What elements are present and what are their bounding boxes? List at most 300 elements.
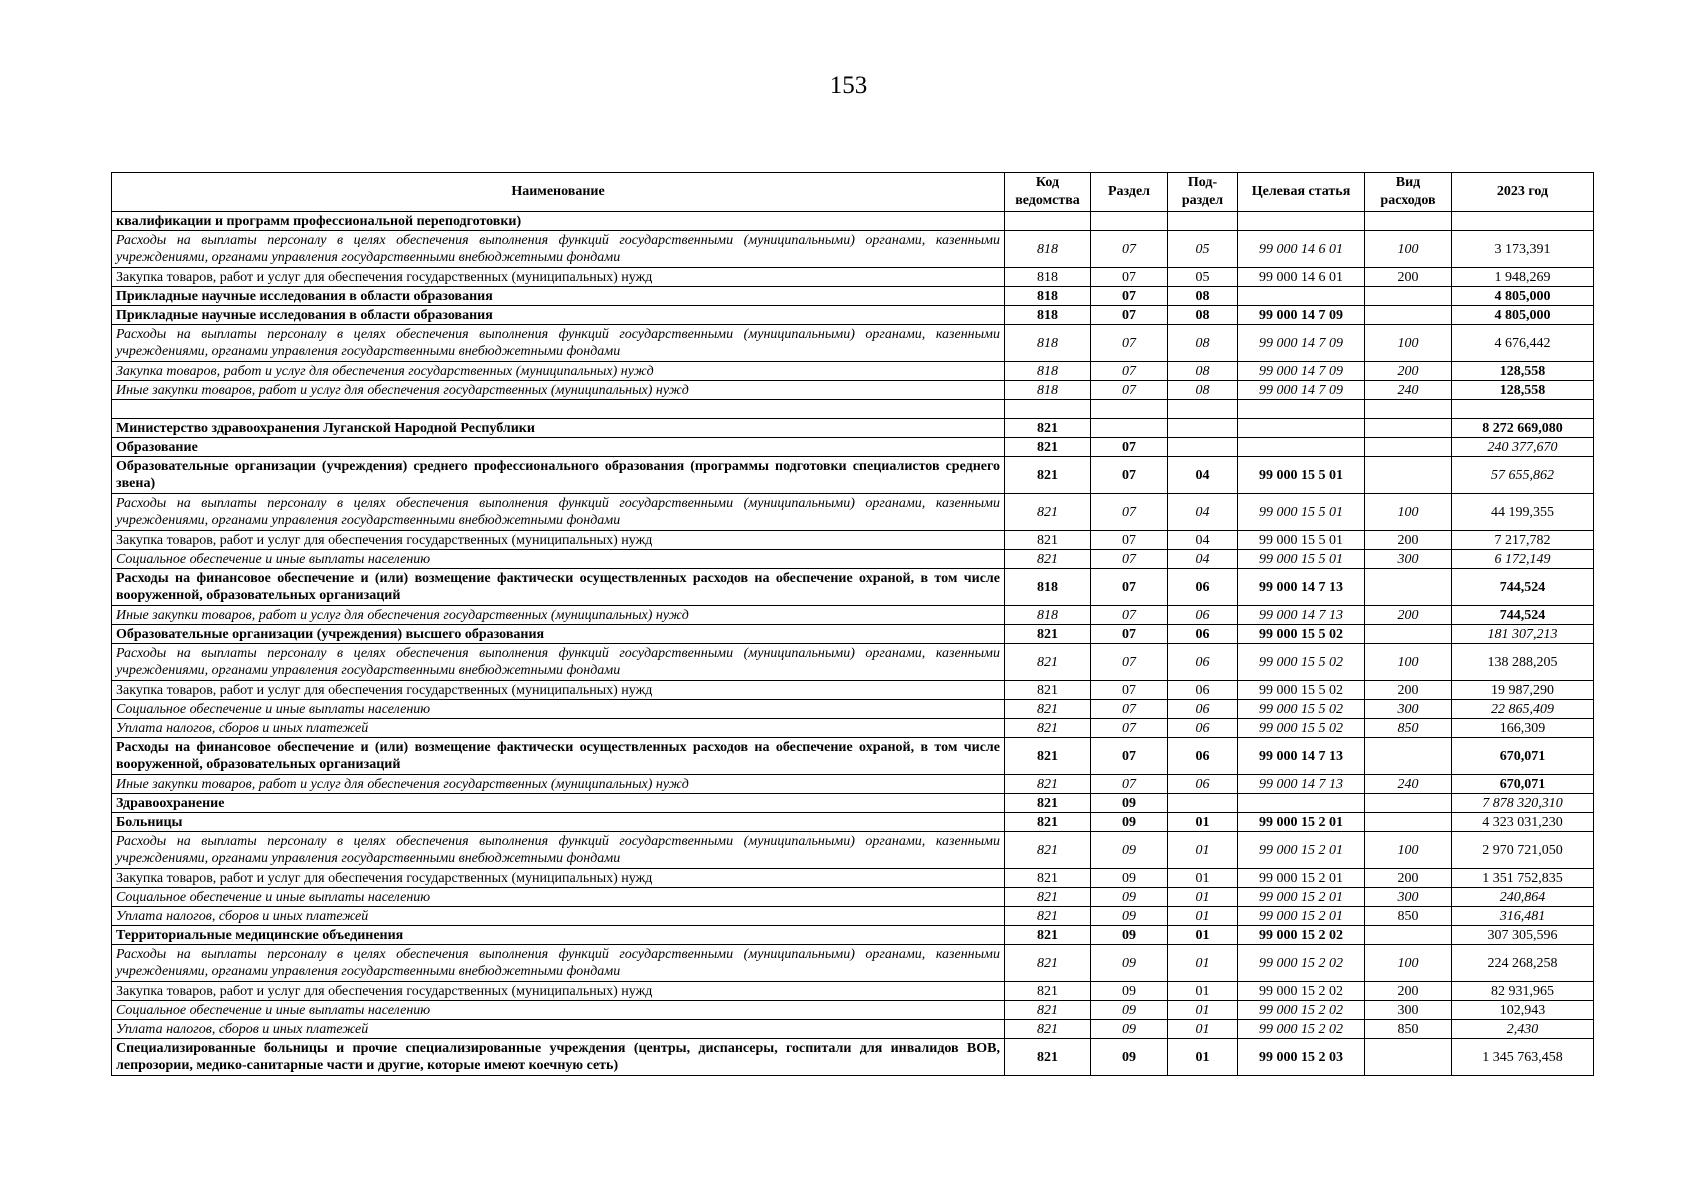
- row-type: [1365, 738, 1452, 775]
- row-subsection: 01: [1168, 1001, 1238, 1020]
- row-target: 99 000 14 7 13: [1238, 606, 1365, 625]
- row-subsection: 01: [1168, 945, 1238, 982]
- page-number: 153: [829, 72, 868, 99]
- row-section: [1091, 212, 1168, 231]
- row-amount: 44 199,355: [1452, 494, 1594, 531]
- row-target: [1238, 419, 1365, 438]
- row-section: 07: [1091, 231, 1168, 268]
- row-section: 09: [1091, 945, 1168, 982]
- row-subsection: 08: [1168, 325, 1238, 362]
- row-section: 07: [1091, 681, 1168, 700]
- table-row: [112, 438, 1594, 457]
- row-subsection: 04: [1168, 550, 1238, 569]
- table-row: [112, 926, 1594, 945]
- row-amount: 240 377,670: [1452, 438, 1594, 457]
- table-row: [112, 231, 1594, 268]
- row-subsection: [1168, 400, 1238, 419]
- header-section: Раздел: [1091, 173, 1168, 212]
- row-code: [1005, 212, 1091, 231]
- row-code: 821: [1005, 550, 1091, 569]
- row-name: Расходы на финансовое обеспечение и (или) возмещение фактически осуществленных расходов на обеспечение охраной, в том числе вооруженной, образовательных организаций: [112, 569, 1005, 606]
- row-name: Иные закупки товаров, работ и услуг для обеспечения государственных (муниципальных) нужд: [112, 606, 1005, 625]
- row-subsection: [1168, 212, 1238, 231]
- row-target: [1238, 438, 1365, 457]
- row-section: 07: [1091, 738, 1168, 775]
- row-code: 821: [1005, 888, 1091, 907]
- row-target: [1238, 400, 1365, 419]
- row-subsection: 01: [1168, 869, 1238, 888]
- row-code: 821: [1005, 945, 1091, 982]
- row-amount: 744,524: [1452, 569, 1594, 606]
- row-type: [1365, 212, 1452, 231]
- row-subsection: 01: [1168, 1020, 1238, 1039]
- row-name: Социальное обеспечение и иные выплаты населению: [112, 550, 1005, 569]
- header-target: Целевая статья: [1238, 173, 1365, 212]
- row-name: Расходы на выплаты персоналу в целях обеспечения выполнения функций государственными (муниципальными) органами, казенными учреждениями, органами управления государственными внебюджетными фондами: [112, 494, 1005, 531]
- row-type: 100: [1365, 325, 1452, 362]
- row-amount: 4 676,442: [1452, 325, 1594, 362]
- row-section: 07: [1091, 268, 1168, 287]
- row-type: 100: [1365, 945, 1452, 982]
- table-row: [112, 813, 1594, 832]
- row-name: Закупка товаров, работ и услуг для обеспечения государственных (муниципальных) нужд: [112, 869, 1005, 888]
- row-section: 07: [1091, 325, 1168, 362]
- row-target: 99 000 14 6 01: [1238, 231, 1365, 268]
- row-target: 99 000 15 2 01: [1238, 813, 1365, 832]
- row-code: 821: [1005, 1001, 1091, 1020]
- row-subsection: 08: [1168, 306, 1238, 325]
- table-row: [112, 381, 1594, 400]
- row-code: 818: [1005, 569, 1091, 606]
- row-subsection: 01: [1168, 888, 1238, 907]
- row-amount: 670,071: [1452, 775, 1594, 794]
- header-year: 2023 год: [1452, 173, 1594, 212]
- row-code: 818: [1005, 362, 1091, 381]
- row-name: Образовательные организации (учреждения) высшего образования: [112, 625, 1005, 644]
- row-amount: [1452, 400, 1594, 419]
- row-type: [1365, 625, 1452, 644]
- row-amount: 744,524: [1452, 606, 1594, 625]
- row-target: [1238, 287, 1365, 306]
- row-subsection: 06: [1168, 681, 1238, 700]
- row-subsection: 06: [1168, 719, 1238, 738]
- row-target: 99 000 14 7 13: [1238, 738, 1365, 775]
- row-name: Расходы на выплаты персоналу в целях обеспечения выполнения функций государственными (муниципальными) органами, казенными учреждениями, органами управления государственными внебюджетными фондами: [112, 945, 1005, 982]
- row-target: 99 000 15 2 02: [1238, 926, 1365, 945]
- row-target: 99 000 15 5 01: [1238, 494, 1365, 531]
- row-code: 821: [1005, 681, 1091, 700]
- row-name: Образовательные организации (учреждения) среднего профессионального образования (программы подготовки специалистов среднего звена): [112, 457, 1005, 494]
- row-amount: 82 931,965: [1452, 982, 1594, 1001]
- row-section: 09: [1091, 888, 1168, 907]
- table-row: [112, 550, 1594, 569]
- budget-table: [111, 172, 1594, 1076]
- row-code: 821: [1005, 494, 1091, 531]
- row-subsection: 06: [1168, 569, 1238, 606]
- table-row: [112, 681, 1594, 700]
- row-subsection: [1168, 438, 1238, 457]
- row-name: Закупка товаров, работ и услуг для обеспечения государственных (муниципальных) нужд: [112, 531, 1005, 550]
- table-row: [112, 419, 1594, 438]
- table-row: [112, 606, 1594, 625]
- row-code: 821: [1005, 419, 1091, 438]
- row-amount: 19 987,290: [1452, 681, 1594, 700]
- row-code: 818: [1005, 231, 1091, 268]
- table-row: [112, 945, 1594, 982]
- row-type: 850: [1365, 1020, 1452, 1039]
- row-subsection: 01: [1168, 926, 1238, 945]
- header-row: [112, 173, 1594, 212]
- table-row: [112, 869, 1594, 888]
- row-code: 821: [1005, 438, 1091, 457]
- row-amount: 128,558: [1452, 362, 1594, 381]
- row-target: 99 000 14 7 13: [1238, 569, 1365, 606]
- row-amount: 670,071: [1452, 738, 1594, 775]
- row-section: 07: [1091, 381, 1168, 400]
- row-amount: 307 305,596: [1452, 926, 1594, 945]
- row-section: 09: [1091, 907, 1168, 926]
- row-section: 07: [1091, 719, 1168, 738]
- table-row: [112, 494, 1594, 531]
- table-body: [112, 212, 1594, 1076]
- row-name: Расходы на выплаты персоналу в целях обеспечения выполнения функций государственными (муниципальными) органами, казенными учреждениями, органами управления государственными внебюджетными фондами: [112, 231, 1005, 268]
- row-type: [1365, 569, 1452, 606]
- row-code: 821: [1005, 700, 1091, 719]
- header-subsection: Под-раздел: [1168, 173, 1238, 212]
- table-row: [112, 287, 1594, 306]
- header-type: Вид расходов: [1365, 173, 1452, 212]
- table-row: [112, 794, 1594, 813]
- row-subsection: 01: [1168, 813, 1238, 832]
- row-target: 99 000 15 2 03: [1238, 1039, 1365, 1076]
- row-code: 821: [1005, 1020, 1091, 1039]
- row-target: 99 000 14 7 13: [1238, 775, 1365, 794]
- row-type: [1365, 287, 1452, 306]
- row-section: 07: [1091, 606, 1168, 625]
- row-type: 200: [1365, 869, 1452, 888]
- row-target: 99 000 14 6 01: [1238, 268, 1365, 287]
- row-target: 99 000 15 2 02: [1238, 945, 1365, 982]
- row-target: 99 000 15 5 02: [1238, 625, 1365, 644]
- row-amount: 166,309: [1452, 719, 1594, 738]
- table-row: [112, 832, 1594, 869]
- row-section: 07: [1091, 362, 1168, 381]
- row-subsection: 05: [1168, 231, 1238, 268]
- row-type: 200: [1365, 362, 1452, 381]
- row-target: 99 000 15 2 02: [1238, 1020, 1365, 1039]
- row-type: [1365, 1039, 1452, 1076]
- table-row: [112, 719, 1594, 738]
- row-name: Министерство здравоохранения Луганской Народной Республики: [112, 419, 1005, 438]
- table-row: [112, 400, 1594, 419]
- row-subsection: 04: [1168, 494, 1238, 531]
- row-target: 99 000 15 2 01: [1238, 888, 1365, 907]
- row-section: 07: [1091, 494, 1168, 531]
- table-row: [112, 888, 1594, 907]
- row-type: 300: [1365, 888, 1452, 907]
- table-row: [112, 362, 1594, 381]
- row-target: 99 000 15 5 02: [1238, 700, 1365, 719]
- row-type: 200: [1365, 681, 1452, 700]
- row-amount: 2,430: [1452, 1020, 1594, 1039]
- row-subsection: 04: [1168, 531, 1238, 550]
- row-type: 850: [1365, 907, 1452, 926]
- row-type: 100: [1365, 644, 1452, 681]
- row-code: [1005, 400, 1091, 419]
- table-row: [112, 644, 1594, 681]
- row-amount: 224 268,258: [1452, 945, 1594, 982]
- row-target: 99 000 15 5 02: [1238, 681, 1365, 700]
- row-section: 09: [1091, 1020, 1168, 1039]
- row-type: 200: [1365, 531, 1452, 550]
- row-target: 99 000 14 7 09: [1238, 381, 1365, 400]
- row-target: 99 000 15 5 02: [1238, 644, 1365, 681]
- table-row: [112, 306, 1594, 325]
- row-name: Социальное обеспечение и иные выплаты населению: [112, 888, 1005, 907]
- row-name: Больницы: [112, 813, 1005, 832]
- row-amount: 1 345 763,458: [1452, 1039, 1594, 1076]
- table-row: [112, 457, 1594, 494]
- table-header: [112, 173, 1594, 212]
- row-type: 100: [1365, 494, 1452, 531]
- row-target: [1238, 212, 1365, 231]
- row-amount: 1 948,269: [1452, 268, 1594, 287]
- row-amount: 240,864: [1452, 888, 1594, 907]
- row-amount: 181 307,213: [1452, 625, 1594, 644]
- row-section: 09: [1091, 794, 1168, 813]
- table-row: [112, 1001, 1594, 1020]
- table-row: [112, 700, 1594, 719]
- row-amount: 4 805,000: [1452, 287, 1594, 306]
- row-type: 200: [1365, 268, 1452, 287]
- row-section: 09: [1091, 982, 1168, 1001]
- row-subsection: 06: [1168, 700, 1238, 719]
- table-row: [112, 738, 1594, 775]
- row-name: Прикладные научные исследования в области образования: [112, 306, 1005, 325]
- row-section: 07: [1091, 644, 1168, 681]
- row-type: 100: [1365, 832, 1452, 869]
- row-code: 821: [1005, 794, 1091, 813]
- row-target: 99 000 15 5 01: [1238, 457, 1365, 494]
- table-row: [112, 625, 1594, 644]
- row-target: 99 000 15 2 01: [1238, 907, 1365, 926]
- row-name: Расходы на финансовое обеспечение и (или) возмещение фактически осуществленных расходов на обеспечение охраной, в том числе вооруженной, образовательных организаций: [112, 738, 1005, 775]
- row-amount: 8 272 669,080: [1452, 419, 1594, 438]
- row-subsection: 01: [1168, 1039, 1238, 1076]
- table-row: [112, 1020, 1594, 1039]
- row-type: 100: [1365, 231, 1452, 268]
- row-subsection: 01: [1168, 832, 1238, 869]
- row-subsection: [1168, 794, 1238, 813]
- row-type: 240: [1365, 381, 1452, 400]
- row-target: 99 000 15 5 01: [1238, 550, 1365, 569]
- row-name: Иные закупки товаров, работ и услуг для обеспечения государственных (муниципальных) нужд: [112, 381, 1005, 400]
- row-section: [1091, 419, 1168, 438]
- row-code: 821: [1005, 719, 1091, 738]
- row-name: Специализированные больницы и прочие специализированные учреждения (центры, диспансеры, госпитали для инвалидов ВОВ, лепрозории, медико-санитарные части и другие, которые имеют коечную сеть): [112, 1039, 1005, 1076]
- row-amount: 57 655,862: [1452, 457, 1594, 494]
- row-code: 818: [1005, 325, 1091, 362]
- header-code: Код ведомства: [1005, 173, 1091, 212]
- row-type: [1365, 926, 1452, 945]
- row-section: 07: [1091, 625, 1168, 644]
- row-code: 821: [1005, 813, 1091, 832]
- row-code: 821: [1005, 775, 1091, 794]
- row-code: 818: [1005, 381, 1091, 400]
- row-name: Закупка товаров, работ и услуг для обеспечения государственных (муниципальных) нужд: [112, 362, 1005, 381]
- row-section: 09: [1091, 926, 1168, 945]
- row-section: 07: [1091, 700, 1168, 719]
- row-section: 09: [1091, 813, 1168, 832]
- row-subsection: 06: [1168, 625, 1238, 644]
- row-subsection: 08: [1168, 362, 1238, 381]
- table-row: [112, 325, 1594, 362]
- row-code: 821: [1005, 869, 1091, 888]
- row-name: [112, 400, 1005, 419]
- row-name: Уплата налогов, сборов и иных платежей: [112, 907, 1005, 926]
- row-section: 09: [1091, 1039, 1168, 1076]
- row-code: 821: [1005, 1039, 1091, 1076]
- row-amount: 2 970 721,050: [1452, 832, 1594, 869]
- row-amount: 4 323 031,230: [1452, 813, 1594, 832]
- row-target: 99 000 15 2 01: [1238, 869, 1365, 888]
- row-section: 09: [1091, 832, 1168, 869]
- row-target: 99 000 15 2 01: [1238, 832, 1365, 869]
- row-amount: 7 217,782: [1452, 531, 1594, 550]
- row-name: Прикладные научные исследования в области образования: [112, 287, 1005, 306]
- row-amount: 7 878 320,310: [1452, 794, 1594, 813]
- row-subsection: [1168, 419, 1238, 438]
- row-subsection: 05: [1168, 268, 1238, 287]
- row-section: 07: [1091, 287, 1168, 306]
- row-target: 99 000 15 5 01: [1238, 531, 1365, 550]
- row-amount: 1 351 752,835: [1452, 869, 1594, 888]
- table-row: [112, 268, 1594, 287]
- row-type: [1365, 813, 1452, 832]
- row-amount: 22 865,409: [1452, 700, 1594, 719]
- row-code: 821: [1005, 457, 1091, 494]
- row-type: 200: [1365, 982, 1452, 1001]
- row-code: 818: [1005, 606, 1091, 625]
- row-name: Иные закупки товаров, работ и услуг для обеспечения государственных (муниципальных) нужд: [112, 775, 1005, 794]
- row-name: Закупка товаров, работ и услуг для обеспечения государственных (муниципальных) нужд: [112, 681, 1005, 700]
- row-name: Закупка товаров, работ и услуг для обеспечения государственных (муниципальных) нужд: [112, 268, 1005, 287]
- table-row: [112, 1039, 1594, 1076]
- row-subsection: 08: [1168, 381, 1238, 400]
- row-name: квалификации и программ профессиональной переподготовки): [112, 212, 1005, 231]
- row-amount: 316,481: [1452, 907, 1594, 926]
- row-code: 818: [1005, 268, 1091, 287]
- row-type: 200: [1365, 606, 1452, 625]
- row-subsection: 04: [1168, 457, 1238, 494]
- row-type: 300: [1365, 700, 1452, 719]
- row-subsection: 06: [1168, 775, 1238, 794]
- row-amount: [1452, 212, 1594, 231]
- row-subsection: 06: [1168, 738, 1238, 775]
- row-target: [1238, 794, 1365, 813]
- row-amount: 138 288,205: [1452, 644, 1594, 681]
- table-row: [112, 569, 1594, 606]
- row-code: 818: [1005, 306, 1091, 325]
- row-type: 300: [1365, 550, 1452, 569]
- row-amount: 102,943: [1452, 1001, 1594, 1020]
- row-subsection: 01: [1168, 907, 1238, 926]
- row-name: Расходы на выплаты персоналу в целях обеспечения выполнения функций государственными (муниципальными) органами, казенными учреждениями, органами управления государственными внебюджетными фондами: [112, 325, 1005, 362]
- row-target: 99 000 14 7 09: [1238, 325, 1365, 362]
- row-section: 07: [1091, 457, 1168, 494]
- row-name: Социальное обеспечение и иные выплаты населению: [112, 1001, 1005, 1020]
- row-code: 821: [1005, 644, 1091, 681]
- row-code: 821: [1005, 832, 1091, 869]
- row-code: 818: [1005, 287, 1091, 306]
- row-section: [1091, 400, 1168, 419]
- row-name: Здравоохранение: [112, 794, 1005, 813]
- row-type: [1365, 457, 1452, 494]
- row-name: Уплата налогов, сборов и иных платежей: [112, 719, 1005, 738]
- row-target: 99 000 14 7 09: [1238, 362, 1365, 381]
- row-target: 99 000 15 2 02: [1238, 982, 1365, 1001]
- row-code: 821: [1005, 982, 1091, 1001]
- row-name: Уплата налогов, сборов и иных платежей: [112, 1020, 1005, 1039]
- row-code: 821: [1005, 531, 1091, 550]
- row-name: Расходы на выплаты персоналу в целях обеспечения выполнения функций государственными (муниципальными) органами, казенными учреждениями, органами управления государственными внебюджетными фондами: [112, 832, 1005, 869]
- row-type: [1365, 438, 1452, 457]
- row-name: Социальное обеспечение и иные выплаты населению: [112, 700, 1005, 719]
- row-subsection: 06: [1168, 606, 1238, 625]
- row-code: 821: [1005, 926, 1091, 945]
- row-section: 07: [1091, 438, 1168, 457]
- row-name: Образование: [112, 438, 1005, 457]
- row-section: 09: [1091, 1001, 1168, 1020]
- row-type: 850: [1365, 719, 1452, 738]
- row-amount: 6 172,149: [1452, 550, 1594, 569]
- row-section: 07: [1091, 550, 1168, 569]
- row-section: 07: [1091, 306, 1168, 325]
- row-target: 99 000 15 2 02: [1238, 1001, 1365, 1020]
- row-amount: 4 805,000: [1452, 306, 1594, 325]
- row-section: 09: [1091, 869, 1168, 888]
- table-row: [112, 212, 1594, 231]
- row-code: 821: [1005, 625, 1091, 644]
- row-target: 99 000 14 7 09: [1238, 306, 1365, 325]
- row-target: 99 000 15 5 02: [1238, 719, 1365, 738]
- row-name: Расходы на выплаты персоналу в целях обеспечения выполнения функций государственными (муниципальными) органами, казенными учреждениями, органами управления государственными внебюджетными фондами: [112, 644, 1005, 681]
- row-subsection: 06: [1168, 644, 1238, 681]
- row-type: [1365, 306, 1452, 325]
- row-code: 821: [1005, 738, 1091, 775]
- row-section: 07: [1091, 569, 1168, 606]
- header-name: Наименование: [112, 173, 1005, 212]
- table-row: [112, 982, 1594, 1001]
- row-section: 07: [1091, 775, 1168, 794]
- row-amount: 3 173,391: [1452, 231, 1594, 268]
- row-type: 300: [1365, 1001, 1452, 1020]
- row-name: Закупка товаров, работ и услуг для обеспечения государственных (муниципальных) нужд: [112, 982, 1005, 1001]
- row-type: 240: [1365, 775, 1452, 794]
- table-row: [112, 531, 1594, 550]
- row-code: 821: [1005, 907, 1091, 926]
- row-section: 07: [1091, 531, 1168, 550]
- row-type: [1365, 794, 1452, 813]
- table-row: [112, 775, 1594, 794]
- row-type: [1365, 400, 1452, 419]
- row-subsection: 01: [1168, 982, 1238, 1001]
- row-subsection: 08: [1168, 287, 1238, 306]
- row-type: [1365, 419, 1452, 438]
- row-name: Территориальные медицинские объединения: [112, 926, 1005, 945]
- table-row: [112, 907, 1594, 926]
- row-amount: 128,558: [1452, 381, 1594, 400]
